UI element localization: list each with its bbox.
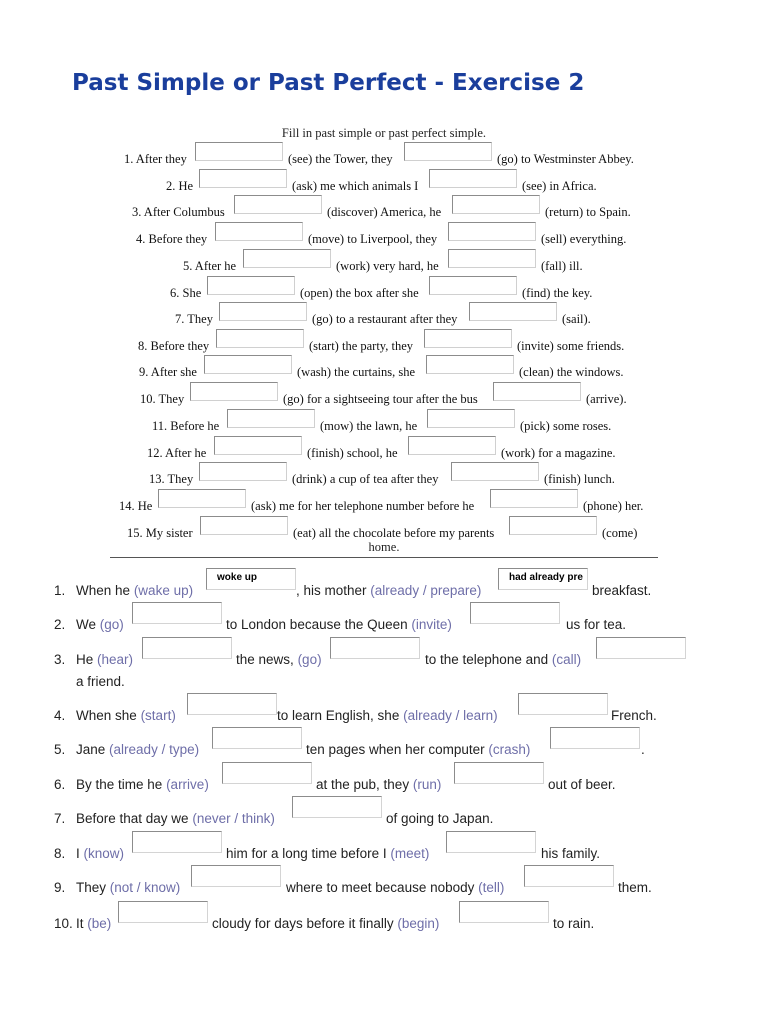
question-text: them. xyxy=(618,880,652,895)
question-text: to the telephone and xyxy=(425,652,549,667)
answer-input-9a[interactable] xyxy=(204,355,292,374)
verb-hint: (go) xyxy=(99,617,124,632)
answer-input-6b[interactable] xyxy=(429,276,517,295)
answer-input-12a[interactable] xyxy=(214,436,302,455)
answer-input-4b[interactable] xyxy=(448,222,536,241)
question-text: 5. After he xyxy=(183,259,237,273)
question-text: 2. He xyxy=(166,179,194,193)
question-text: 12. After he xyxy=(147,446,207,460)
verb-hint: (not / know) xyxy=(109,880,181,895)
question-text: (sell) everything. xyxy=(541,232,627,246)
section-divider xyxy=(110,557,658,558)
exercise-row-8 xyxy=(0,333,768,359)
verb-hint: (arrive) xyxy=(166,777,209,792)
question-number: 3. xyxy=(54,652,66,667)
part1-tail-text: home. xyxy=(368,540,400,554)
question-text: of going to Japan. xyxy=(386,811,494,826)
question-text: 11. Before he xyxy=(152,419,220,433)
exercise-row-3-continued: a friend. xyxy=(76,674,125,689)
question-text: (see) the Tower, they xyxy=(288,152,393,166)
question-text: 10. They xyxy=(140,392,185,406)
question-text: We xyxy=(76,617,97,632)
question-text: to learn English, she xyxy=(277,708,400,723)
question-text: 8. Before they xyxy=(138,339,210,353)
question-text: breakfast. xyxy=(592,583,652,598)
question-text: (invite) some friends. xyxy=(517,339,625,353)
question-text: When he xyxy=(76,583,131,598)
answer-input-8a[interactable] xyxy=(132,831,222,853)
answer-input-10b[interactable] xyxy=(493,382,581,401)
answer-input-12b[interactable] xyxy=(408,436,496,455)
answer-input-7a[interactable] xyxy=(219,302,307,321)
question-number: 6. xyxy=(54,777,66,792)
question-text: Jane xyxy=(76,742,106,757)
question-text: (start) the party, they xyxy=(309,339,414,353)
answer-input-10a[interactable] xyxy=(118,901,208,923)
verb-hint: (know) xyxy=(83,846,125,861)
verb-hint: (crash) xyxy=(488,742,531,757)
question-text: French. xyxy=(611,708,657,723)
verb-hint: (start) xyxy=(140,708,176,723)
instructions: Fill in past simple or past perfect simple. xyxy=(281,126,487,140)
question-text: (drink) a cup of tea after they xyxy=(292,472,439,486)
exercise-row-12 xyxy=(0,440,768,466)
verb-hint: (already / learn) xyxy=(403,708,498,723)
question-text: I xyxy=(76,846,80,861)
question-text: (finish) lunch. xyxy=(544,472,615,486)
question-text: (fall) ill. xyxy=(541,259,583,273)
question-text: (return) to Spain. xyxy=(545,205,631,219)
question-text: He xyxy=(76,652,94,667)
answer-input-10a[interactable] xyxy=(190,382,278,401)
question-text: 4. Before they xyxy=(136,232,208,246)
question-number: 4. xyxy=(54,708,66,723)
question-text: (work) for a magazine. xyxy=(501,446,616,460)
verb-hint: (call) xyxy=(551,652,582,667)
question-text: (sail). xyxy=(562,312,591,326)
exercise-row-7 xyxy=(54,804,714,834)
question-text: 15. My sister xyxy=(127,526,193,540)
question-text: (open) the box after she xyxy=(300,286,419,300)
question-text: Before that day we xyxy=(76,811,189,826)
answer-input-6b[interactable] xyxy=(454,762,544,784)
exercise-row-11 xyxy=(0,413,768,439)
question-text: 9. After she xyxy=(139,365,197,379)
question-text: 3. After Columbus xyxy=(132,205,225,219)
exercise-row-3 xyxy=(54,645,734,675)
question-text: When she xyxy=(76,708,137,723)
question-text: 7. They xyxy=(175,312,213,326)
question-text: . xyxy=(641,742,645,757)
answer-input-2a[interactable] xyxy=(199,169,287,188)
question-text: (ask) me for her telephone number before he xyxy=(251,499,475,513)
answer-input-3b[interactable] xyxy=(330,637,420,659)
question-text: (work) very hard, he xyxy=(336,259,439,273)
answer-input-10b[interactable] xyxy=(459,901,549,923)
question-text: out of beer. xyxy=(548,777,616,792)
answer-input-8b[interactable] xyxy=(446,831,536,853)
question-number: 1. xyxy=(54,583,66,598)
question-text: (wash) the curtains, she xyxy=(297,365,416,379)
question-text: him for a long time before I xyxy=(226,846,387,861)
question-number: 2. xyxy=(54,617,66,632)
exercise-row-4 xyxy=(0,226,768,252)
question-text: at the pub, they xyxy=(316,777,410,792)
exercise-row-2 xyxy=(54,610,714,640)
verb-hint: (wake up) xyxy=(133,583,194,598)
verb-hint: (begin) xyxy=(397,916,440,931)
question-text: ten pages when her computer xyxy=(306,742,485,757)
question-text: (find) the key. xyxy=(522,286,593,300)
verb-hint: (be) xyxy=(87,916,112,931)
exercise-row-13 xyxy=(0,466,768,492)
exercise-row-5 xyxy=(0,253,768,279)
question-number: 7. xyxy=(54,811,66,826)
question-text: They xyxy=(76,880,107,895)
answer-input-2a[interactable] xyxy=(132,602,222,624)
answer-input-15b[interactable] xyxy=(509,516,597,535)
answer-input-11b[interactable] xyxy=(427,409,515,428)
answer-input-3a[interactable] xyxy=(234,195,322,214)
exercise-row-9 xyxy=(54,873,714,903)
exercise-row-14 xyxy=(0,493,768,519)
question-text: (go) to Westminster Abbey. xyxy=(497,152,634,166)
question-text: the news, xyxy=(236,652,294,667)
answer-input-4b[interactable] xyxy=(518,693,608,715)
question-text: 1. After they xyxy=(124,152,187,166)
answer-input-1b[interactable] xyxy=(404,142,492,161)
verb-hint: (already / prepare) xyxy=(370,583,482,598)
question-text: to rain. xyxy=(553,916,595,931)
question-text: By the time he xyxy=(76,777,163,792)
exercise-row-3 xyxy=(0,199,768,225)
answer-input-11a[interactable] xyxy=(227,409,315,428)
answer-input-9b[interactable] xyxy=(426,355,514,374)
question-text: (go) to a restaurant after they xyxy=(312,312,458,326)
answer-input-6a[interactable] xyxy=(207,276,295,295)
verb-hint: (invite) xyxy=(411,617,452,632)
exercise-row-5 xyxy=(54,735,714,765)
answer-input-3c[interactable] xyxy=(596,637,686,659)
answer-input-7a[interactable] xyxy=(292,796,382,818)
question-number: 9. xyxy=(54,880,66,895)
answer-input-5b[interactable] xyxy=(448,249,536,268)
answer-input-7b[interactable] xyxy=(469,302,557,321)
answer-input-5a[interactable] xyxy=(243,249,331,268)
answer-input-13a[interactable] xyxy=(199,462,287,481)
question-text: us for tea. xyxy=(566,617,627,632)
exercise-row-6 xyxy=(54,770,714,800)
answer-input-1a[interactable] xyxy=(195,142,283,161)
question-text: (ask) me which animals I xyxy=(292,179,419,193)
question-text: cloudy for days before it finally xyxy=(212,916,394,931)
question-text: (clean) the windows. xyxy=(519,365,624,379)
answer-input-9b[interactable] xyxy=(524,865,614,887)
page-title: Past Simple or Past Perfect - Exercise 2 xyxy=(72,70,585,96)
question-text: It xyxy=(76,916,84,931)
question-number: 8. xyxy=(54,846,66,861)
question-text: (see) in Africa. xyxy=(522,179,597,193)
verb-hint: (never / think) xyxy=(192,811,275,826)
answer-input-4a[interactable] xyxy=(215,222,303,241)
question-text: 14. He xyxy=(119,499,153,513)
verb-hint: (tell) xyxy=(478,880,505,895)
answer-input-14b[interactable] xyxy=(490,489,578,508)
question-text: (phone) her. xyxy=(583,499,644,513)
question-number: 5. xyxy=(54,742,66,757)
verb-hint: (hear) xyxy=(97,652,134,667)
exercise-row-6 xyxy=(0,280,768,306)
question-text: (pick) some roses. xyxy=(520,419,612,433)
answer-input-14a[interactable] xyxy=(158,489,246,508)
exercise-row-9 xyxy=(0,359,768,385)
answer-input-13b[interactable] xyxy=(451,462,539,481)
question-text: , his mother xyxy=(296,583,367,598)
answer-input-6a[interactable] xyxy=(222,762,312,784)
answer-input-3b[interactable] xyxy=(452,195,540,214)
answer-input-5a[interactable] xyxy=(212,727,302,749)
exercise-row-10 xyxy=(0,386,768,412)
answer-input-1a[interactable]: woke up xyxy=(206,568,296,590)
answer-input-3a[interactable] xyxy=(142,637,232,659)
question-number: 10. xyxy=(54,916,73,931)
exercise-row-7 xyxy=(0,306,768,332)
question-text: (finish) school, he xyxy=(307,446,398,460)
question-text: (move) to Liverpool, they xyxy=(308,232,438,246)
verb-hint: (already / type) xyxy=(109,742,200,757)
verb-hint: (meet) xyxy=(390,846,430,861)
question-text: to London because the Queen xyxy=(226,617,408,632)
exercise-row-8 xyxy=(54,839,714,869)
answer-input-8a[interactable] xyxy=(216,329,304,348)
answer-input-8b[interactable] xyxy=(424,329,512,348)
answer-input-4a[interactable] xyxy=(187,693,277,715)
question-text: (arrive). xyxy=(586,392,627,406)
answer-input-2b[interactable] xyxy=(429,169,517,188)
question-text: (go) for a sightseeing tour after the bus xyxy=(283,392,478,406)
question-text: where to meet because nobody xyxy=(286,880,475,895)
question-text: 13. They xyxy=(149,472,194,486)
answer-input-9a[interactable] xyxy=(191,865,281,887)
verb-hint: (run) xyxy=(412,777,442,792)
answer-input-5b[interactable] xyxy=(550,727,640,749)
question-text: 6. She xyxy=(170,286,202,300)
answer-input-15a[interactable] xyxy=(200,516,288,535)
question-text: (discover) America, he xyxy=(327,205,442,219)
question-text: his family. xyxy=(541,846,601,861)
exercise-row-1 xyxy=(0,146,768,172)
question-text: (mow) the lawn, he xyxy=(320,419,418,433)
answer-input-1b[interactable]: had already pre xyxy=(498,568,588,590)
question-text: (come) xyxy=(602,526,638,540)
answer-input-2b[interactable] xyxy=(470,602,560,624)
verb-hint: (go) xyxy=(297,652,322,667)
question-text: (eat) all the chocolate before my parents xyxy=(293,526,495,540)
exercise-row-10 xyxy=(54,909,714,939)
exercise-row-2 xyxy=(0,173,768,199)
